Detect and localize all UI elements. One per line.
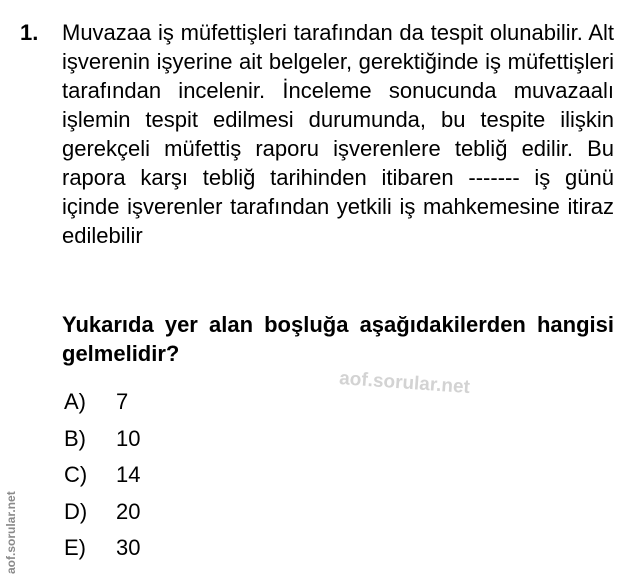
option-b[interactable] xyxy=(64,424,140,461)
option-letter: B) xyxy=(64,425,86,451)
option-letter: D) xyxy=(64,498,88,524)
option-value: 10 xyxy=(116,425,141,451)
option-value: 14 xyxy=(116,462,141,487)
option-e[interactable] xyxy=(64,533,140,570)
option-value: 20 xyxy=(116,498,141,524)
option-letter: C) xyxy=(64,462,88,487)
question-text: Muvazaa iş müfettişleri tarafından da tespit olunabilir. Alt işverenin işyerine ait belgeler, gerektiğinde iş müfettişleri tarafından incelenir. İnceleme sonucunda muvazaalı işlemin tespit edilmesi durumunda, bu tespite ilişkin gerekçeli müfettiş raporu işverenlere tebliğ edilir. Bu rapora karşı tebliğ tarihinden itibaren ------- iş günü içinde işverenler tarafından yetkili iş mahkemesine itiraz edilebilir xyxy=(62,20,614,248)
option-d[interactable] xyxy=(64,497,140,534)
option-letter: A) xyxy=(64,389,86,414)
question-number: 1. xyxy=(20,20,39,45)
watermark-side: aof.sorular.net xyxy=(4,491,18,574)
watermark-center: aof.sorular.net xyxy=(338,368,471,399)
option-c[interactable] xyxy=(64,460,140,497)
option-a[interactable] xyxy=(64,387,140,424)
option-letter: E) xyxy=(64,535,86,560)
answer-options xyxy=(64,387,140,570)
question-prompt: Yukarıda yer alan boşluğa aşağıdakilerden hangisi gelmelidir? xyxy=(62,312,614,366)
option-value: 30 xyxy=(116,535,141,560)
option-value: 7 xyxy=(116,389,129,414)
